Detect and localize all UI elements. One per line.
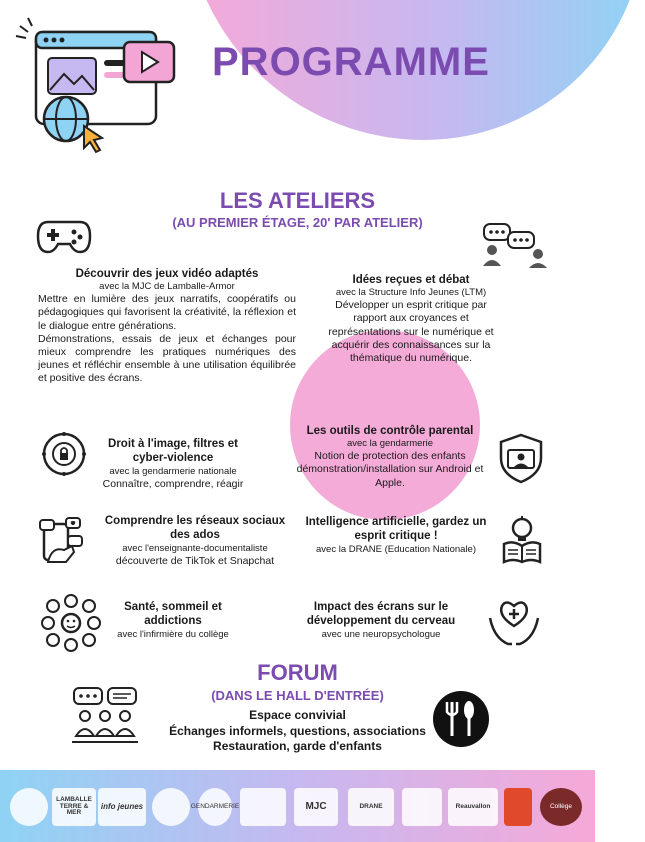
partner-logo xyxy=(402,788,442,826)
atelier-host: avec la Structure Info Jeunes (LTM) xyxy=(335,287,487,299)
partner-logo xyxy=(240,788,286,826)
page-title: PROGRAMME xyxy=(212,40,490,84)
partner-logo xyxy=(10,788,48,826)
atelier-host: avec la gendarmerie nationale xyxy=(109,465,237,477)
atelier-host: avec la DRANE (Education Nationale) xyxy=(316,543,476,555)
atelier-host: avec l'infirmière du collège xyxy=(117,628,229,640)
atelier-title: Idées reçues et débat xyxy=(352,274,470,286)
emotions-icon xyxy=(40,594,102,652)
parental-control-icon xyxy=(496,432,546,484)
chat-people-icon xyxy=(480,220,550,270)
atelier-description: Développer un esprit critique par rapport aux croyances et représentations sur le numérique et acquérir des connaissances sur la thématique du numérique. xyxy=(328,299,494,364)
cyber-shield-icon xyxy=(40,430,88,478)
forum-line: Espace convivial xyxy=(249,708,346,722)
atelier-title: Découvrir des jeux vidéo adaptés xyxy=(75,268,259,280)
partner-logo: DRANE xyxy=(348,788,394,826)
atelier-host: avec une neuropsychologue xyxy=(321,628,441,640)
social-media-icon xyxy=(38,516,84,564)
partner-logo xyxy=(504,788,532,826)
atelier-reseaux-sociaux xyxy=(100,514,290,568)
gamepad-icon xyxy=(36,216,92,256)
partner-logo: Collège xyxy=(540,788,582,826)
atelier-droit-image xyxy=(93,437,253,491)
browser-video-icon xyxy=(14,14,184,154)
atelier-host: avec la MJC de Lamballe-Armor xyxy=(99,281,235,293)
atelier-description: Démonstrations, essais de jeux et échanges pour mieux comprendre les pratiques numériques des jeunes et réfléchir ensemble à une utilisation équilibrée et positive des écrans. xyxy=(38,332,296,384)
atelier-host: avec l'enseignante-documentaliste xyxy=(122,542,268,554)
forum-people-icon xyxy=(70,686,140,746)
ateliers-subtitle: (AU PREMIER ÉTAGE, 20' PAR ATELIER) xyxy=(172,215,423,230)
partner-logo xyxy=(152,788,190,826)
atelier-title: Les outils de contrôle parental xyxy=(306,425,474,437)
partner-logo: LAMBALLE TERRE & MER xyxy=(52,788,96,826)
atelier-intelligence-artificielle xyxy=(303,515,489,556)
partner-logo: info jeunes xyxy=(98,788,146,826)
atelier-description: Connaître, comprendre, réagir xyxy=(102,477,244,490)
atelier-controle-parental xyxy=(290,424,490,490)
forum-title: FORUM xyxy=(257,660,338,685)
atelier-host: avec la gendarmerie xyxy=(346,438,434,450)
atelier-sante-sommeil xyxy=(104,600,242,641)
partners-footer xyxy=(0,770,595,842)
forum-line: Restauration, garde d'enfants xyxy=(213,739,382,754)
atelier-title: Intelligence artificielle, gardez un esprit critique ! xyxy=(305,516,487,543)
atelier-title: Droit à l'image, filtres et cyber-violence xyxy=(108,438,238,465)
atelier-impact-ecrans xyxy=(290,600,472,641)
atelier-idees-recues xyxy=(320,273,502,365)
restaurant-icon xyxy=(432,690,490,748)
partner-logo: MJC xyxy=(294,788,338,826)
ateliers-title: LES ATELIERS xyxy=(219,188,376,213)
atelier-title: Santé, sommeil et addictions xyxy=(124,601,222,628)
atelier-description: Mettre en lumière des jeux narratifs, coopératifs ou pédagogiques qui favorisent la créativité, la réflexion et le dialogue entre générations. xyxy=(38,293,296,332)
partner-logo: GENDARMERIE xyxy=(198,788,232,826)
atelier-jeux-video xyxy=(38,267,296,385)
atelier-title: Comprendre les réseaux sociaux des ados xyxy=(104,515,286,542)
atelier-description: découverte de TikTok et Snapchat xyxy=(115,554,275,567)
forum-line: Échanges informels, questions, associations xyxy=(169,723,426,738)
atelier-description: Notion de protection des enfants démonstration/installation sur Android et Apple. xyxy=(296,450,484,489)
partner-logo: Reauvallon xyxy=(448,788,498,826)
ai-bulb-book-icon xyxy=(500,516,544,564)
heart-hands-icon xyxy=(488,596,540,648)
atelier-title: Impact des écrans sur le développement du cerveau xyxy=(306,601,456,628)
forum-subtitle: (DANS LE HALL D'ENTRÉE) xyxy=(211,688,384,703)
